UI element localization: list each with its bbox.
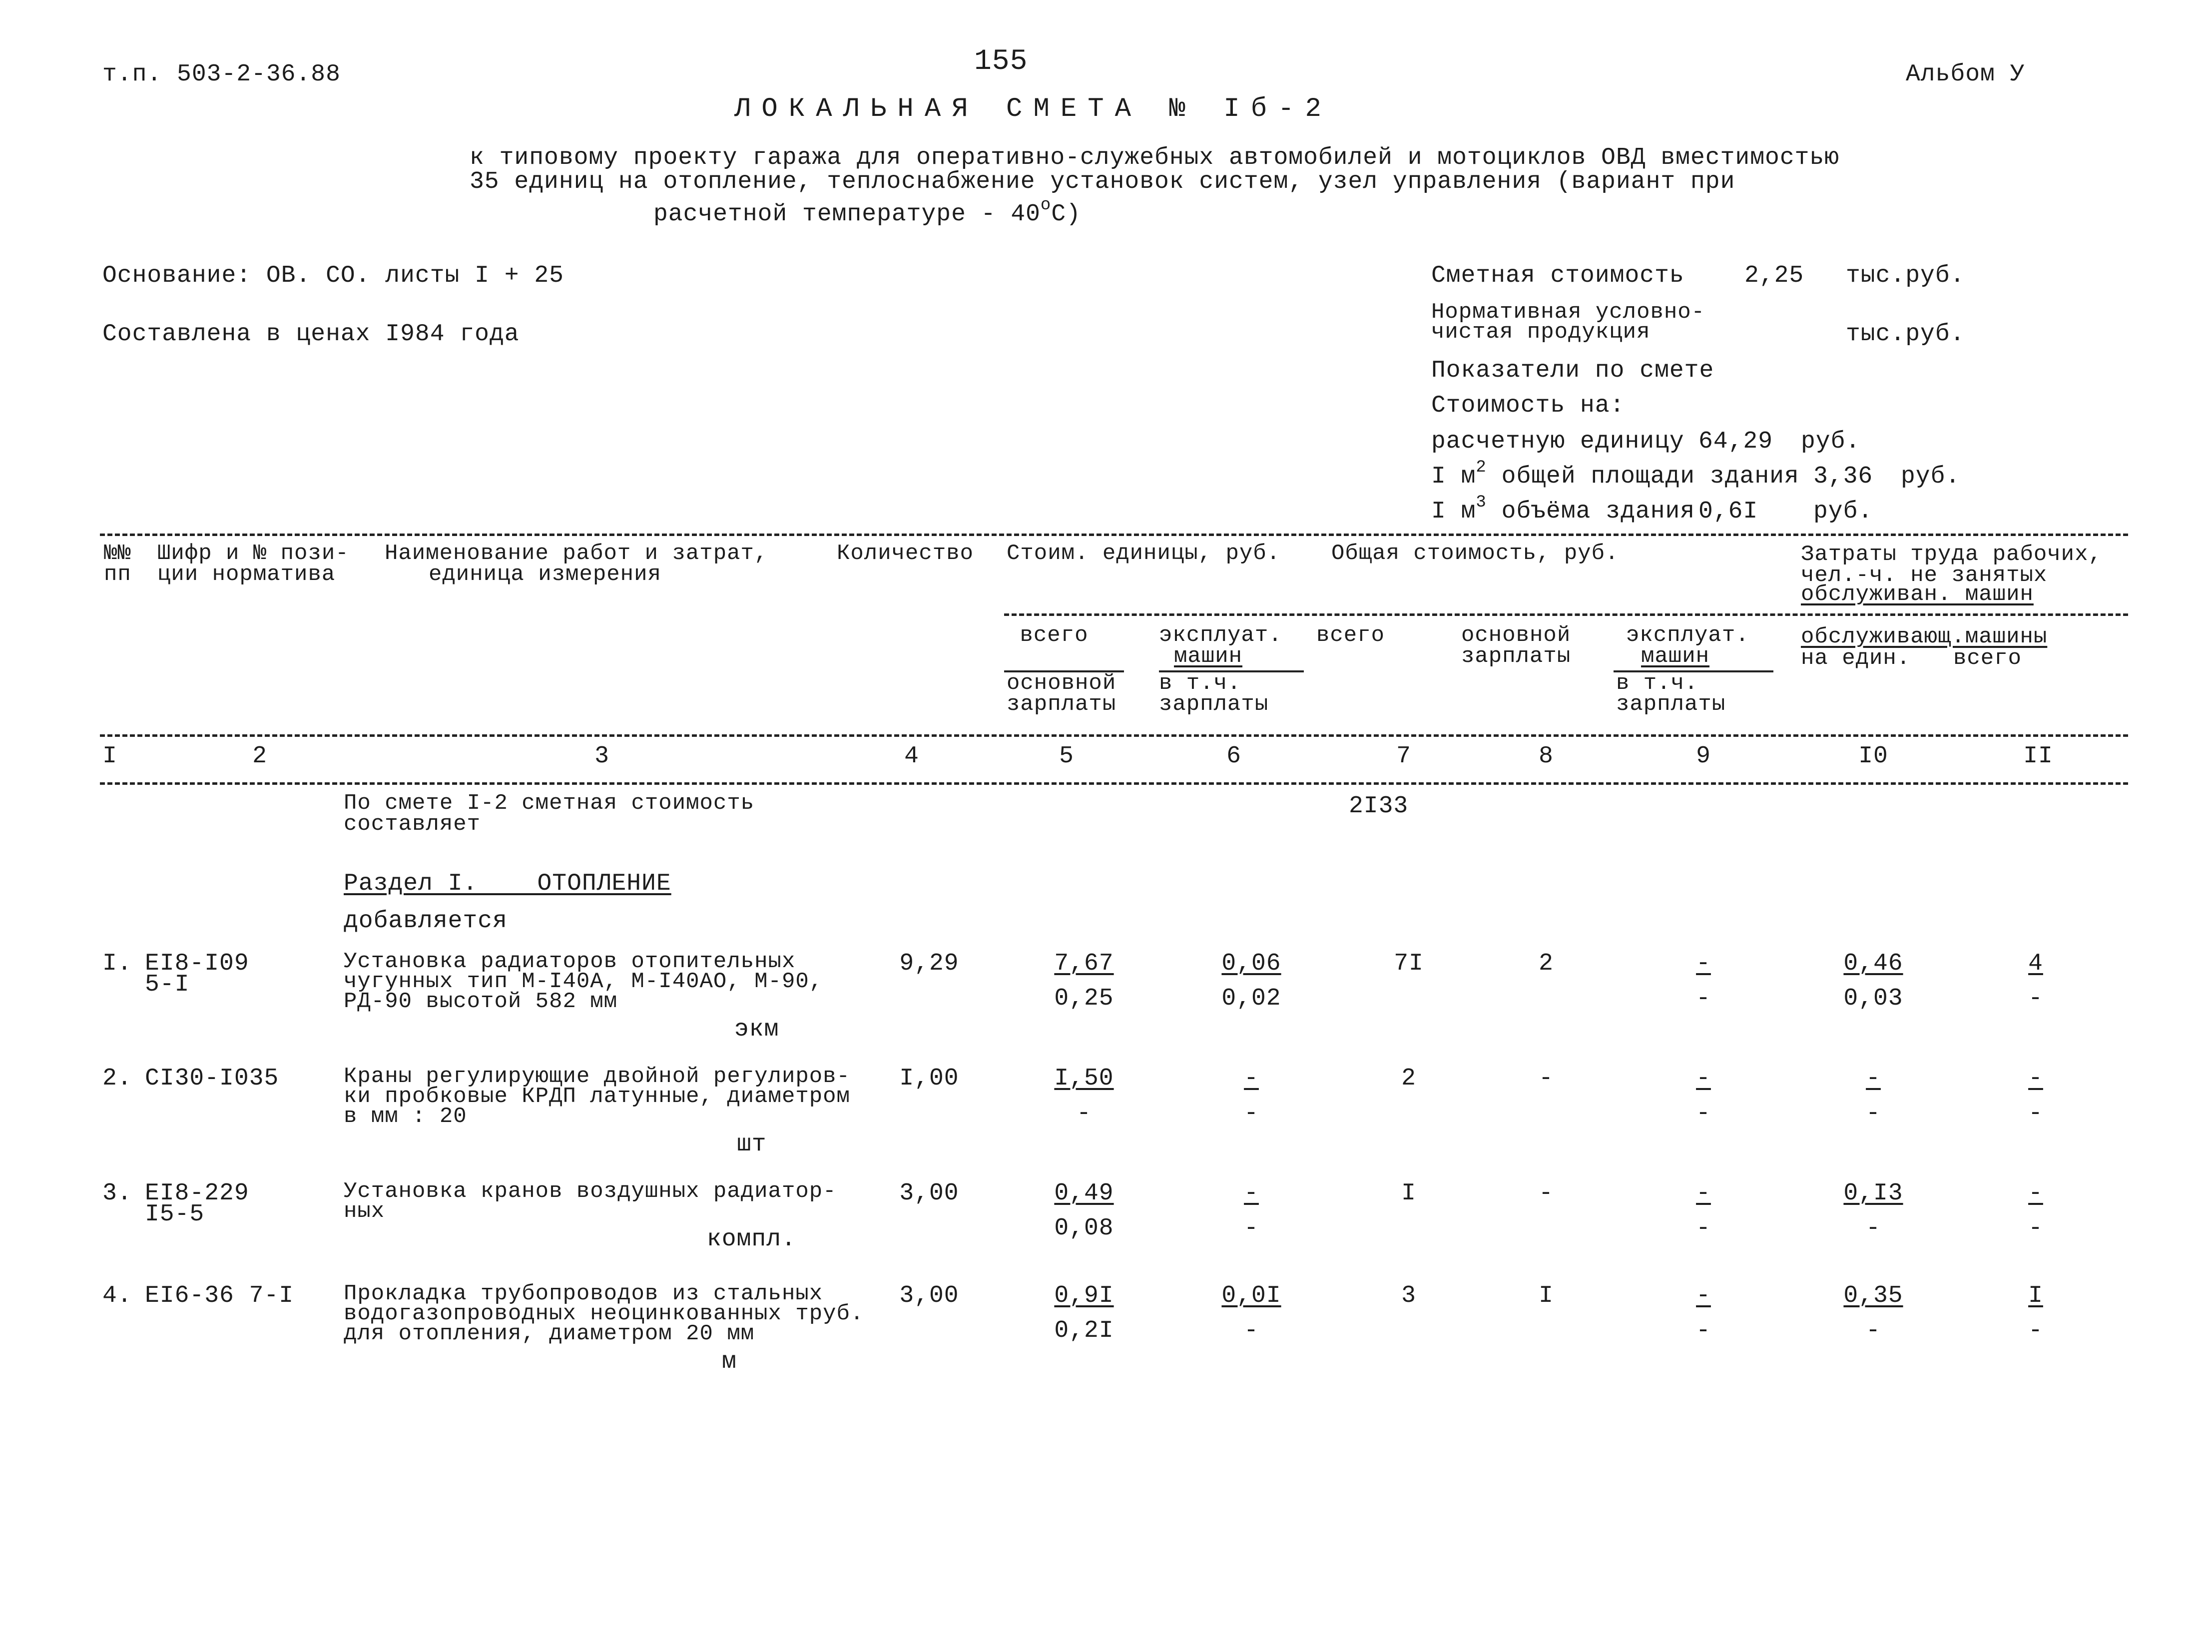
c6-head-top-1: эксплуат.: [1159, 623, 1282, 648]
header-mid-rule: [1004, 613, 2128, 616]
intro-total: 2I33: [1349, 793, 1409, 820]
row-c9-top: -: [1696, 1065, 1711, 1092]
col56-head: Стоим. единицы, руб.: [1007, 541, 1281, 566]
page-number: 155: [974, 45, 1028, 78]
album-label: Альбом У: [1906, 61, 2025, 88]
row-c10-top: 0,I3: [1843, 1180, 1903, 1207]
row-c9-bottom: -: [1696, 1215, 1711, 1242]
per-unit-value: 64,29: [1698, 428, 1773, 455]
row-c10-top: -: [1866, 1065, 1881, 1092]
row-c5-top: 7,67: [1054, 950, 1114, 977]
row-c10-top: 0,35: [1843, 1282, 1903, 1309]
col1011-head-1: Затраты труда рабочих,: [1801, 542, 2102, 567]
row-c6-bottom: -: [1244, 1100, 1259, 1127]
row-c9-top: -: [1696, 950, 1711, 977]
c5-head-top: всего: [1020, 623, 1089, 648]
page-title: ЛОКАЛЬНАЯ СМЕТА № Iб-2: [734, 94, 1332, 124]
row-c5-top: 0,49: [1054, 1180, 1114, 1207]
row-work-name: ных: [344, 1199, 385, 1224]
row-total-all: 2: [1401, 1065, 1416, 1092]
row-total-all: 3: [1401, 1282, 1416, 1309]
col3-head-1: Наименование работ и затрат,: [385, 541, 768, 566]
intro-line-1: По смете I-2 сметная стоимость: [344, 791, 755, 816]
row-c6-top: -: [1244, 1065, 1259, 1092]
row-c11-top: -: [2028, 1065, 2043, 1092]
column-number: 7: [1396, 743, 1411, 770]
row-c11-top: 4: [2028, 950, 2043, 977]
normative-label-2: чистая продукция: [1431, 320, 1651, 345]
c9-head-top-1: эксплуат.: [1626, 623, 1749, 648]
row-c10-top: 0,46: [1843, 950, 1903, 977]
estimate-cost-unit: тыс.руб.: [1846, 262, 1965, 289]
area-value: 3,36: [1813, 463, 1873, 490]
row-c6-top: 0,0I: [1221, 1282, 1281, 1309]
column-number: 8: [1539, 743, 1554, 770]
row-unit: компл.: [707, 1226, 796, 1253]
row-work-name: Установка радиаторов отопительных: [344, 949, 796, 974]
col4-head: Количество: [837, 541, 974, 566]
c8-head-1: основной: [1461, 623, 1571, 648]
doc-code: т.п. 503-2-36.88: [102, 61, 341, 88]
column-number: 3: [594, 743, 609, 770]
c11-head-bot: всего: [1953, 646, 2022, 671]
row-c9-bottom: -: [1696, 1100, 1711, 1127]
row-quantity: 3,00: [899, 1282, 959, 1309]
row-number: 3.: [102, 1180, 132, 1207]
c1011-head-top: обслуживающ.машины: [1801, 624, 2048, 649]
row-work-name: Прокладка трубопроводов из стальных: [344, 1281, 823, 1306]
row-c5-bottom: 0,08: [1054, 1215, 1114, 1242]
volume-value: 0,6I: [1698, 498, 1758, 525]
col3-head-2: единица измерения: [429, 562, 661, 587]
row-quantity: 9,29: [899, 950, 959, 977]
col1-head-1: №№: [104, 541, 131, 566]
row-code-sub: 5-I: [145, 971, 190, 998]
row-c9-bottom: -: [1696, 985, 1711, 1012]
table-top-rule: [100, 534, 2128, 536]
normative-unit: тыс.руб.: [1846, 321, 1965, 348]
row-work-name: водогазопроводных неоцинкованных труб.: [344, 1301, 864, 1326]
estimate-cost-value: 2,25: [1744, 262, 1804, 289]
row-c6-bottom: -: [1244, 1317, 1259, 1344]
c10-head-bot: на един.: [1801, 646, 1911, 671]
c6-head-top-2: машин: [1174, 644, 1243, 669]
header-bottom-rule: [100, 734, 2128, 737]
subtitle-line-2: 35 единиц на отопление, теплоснабжение установок систем, узел управления (вариант при: [470, 168, 1735, 195]
row-c10-bottom: 0,03: [1843, 985, 1903, 1012]
row-total-all: 7I: [1394, 950, 1424, 977]
c6-head-bot-2: зарплаты: [1159, 692, 1269, 717]
row-c6-bottom: -: [1244, 1215, 1259, 1242]
row-code: ЕI8-I09: [145, 950, 249, 977]
row-code: ЕI6-36 7-I: [145, 1282, 294, 1309]
row-unit: шт: [737, 1131, 767, 1158]
column-number: 2: [252, 743, 267, 770]
row-quantity: I,00: [899, 1065, 959, 1092]
row-c9-top: -: [1696, 1180, 1711, 1207]
row-c11-top: -: [2028, 1180, 2043, 1207]
estimate-cost-label: Сметная стоимость: [1431, 262, 1684, 289]
row-work-name: Установка кранов воздушных радиатор-: [344, 1179, 837, 1204]
column-number: II: [2023, 743, 2053, 770]
area-unit: руб.: [1901, 463, 1961, 490]
c5-head-bot-2: зарплаты: [1007, 692, 1116, 717]
row-c6-top: -: [1244, 1180, 1259, 1207]
row-total-all: I: [1401, 1180, 1416, 1207]
column-number: I: [102, 743, 117, 770]
c9-head-bot-2: зарплаты: [1616, 692, 1726, 717]
cost-on-label: Стоимость на:: [1431, 392, 1625, 419]
row-c11-bottom: -: [2028, 1100, 2043, 1127]
row-number: 4.: [102, 1282, 132, 1309]
row-work-name: чугунных тип М-I40А, М-I40АО, М-90,: [344, 969, 823, 994]
row-c5-bottom: 0,25: [1054, 985, 1114, 1012]
row-c6-top: 0,06: [1221, 950, 1281, 977]
row-c10-bottom: -: [1866, 1317, 1881, 1344]
row-c5-bottom: 0,2I: [1054, 1317, 1114, 1344]
col2-head-1: Шифр и № пози-: [157, 541, 349, 566]
c9-head-bot-1: в т.ч.: [1616, 671, 1698, 696]
col1011-head-3: обслуживан. машин: [1801, 582, 2034, 607]
c5-head-bot-1: основной: [1007, 671, 1116, 696]
row-total-wage: 2: [1539, 950, 1554, 977]
row-c5-bottom: -: [1077, 1100, 1092, 1127]
row-c6-bottom: 0,02: [1221, 985, 1281, 1012]
c6-head-bot-1: в т.ч.: [1159, 671, 1241, 696]
column-number: 9: [1696, 743, 1711, 770]
row-c11-bottom: -: [2028, 1317, 2043, 1344]
column-number: I0: [1858, 743, 1888, 770]
column-number: 5: [1059, 743, 1074, 770]
row-work-name: ки пробковые КРДП латунные, диаметром: [344, 1084, 850, 1109]
normative-label-1: Нормативная условно-: [1431, 300, 1705, 325]
subtitle-line-3: расчетной температуре - $40^оС$): [653, 196, 1081, 228]
subtitle-line-1: к типовому проекту гаража для оперативно-служебных автомобилей и мотоциклов ОВД вместимостью: [470, 144, 1840, 171]
row-c5-top: 0,9I: [1054, 1282, 1114, 1309]
row-c5-top: I,50: [1054, 1065, 1114, 1092]
col789-head: Общая стоимость, руб.: [1331, 541, 1619, 566]
c8-head-2: зарплаты: [1461, 644, 1571, 669]
row-unit: м: [722, 1348, 737, 1375]
numbers-bottom-rule: [100, 782, 2128, 785]
section-title: Раздел I. ОТОПЛЕНИЕ: [344, 870, 671, 897]
volume-unit: руб.: [1813, 498, 1873, 525]
section-added: добавляется: [344, 908, 508, 935]
per-unit-label: расчетную единицу: [1431, 428, 1684, 455]
row-c9-top: -: [1696, 1282, 1711, 1309]
row-work-name: для отопления, диаметром 20 мм: [344, 1321, 755, 1346]
row-unit: экм: [734, 1016, 779, 1043]
row-total-wage: -: [1539, 1065, 1554, 1092]
row-code-sub: I5-5: [145, 1201, 205, 1228]
col1011-head-2: чел.-ч. не занятых: [1801, 563, 2048, 588]
row-total-wage: I: [1539, 1282, 1554, 1309]
row-number: 2.: [102, 1065, 132, 1092]
area-indicator: I $м^2$ общей площади здания: [1431, 458, 1799, 490]
row-number: I.: [102, 950, 132, 977]
col1-head-2: пп: [104, 562, 131, 587]
row-work-name: РД-90 высотой 582 мм: [344, 989, 618, 1014]
column-number: 6: [1226, 743, 1241, 770]
row-c10-bottom: -: [1866, 1215, 1881, 1242]
basis-osnovanie: Основание: ОВ. СО. листы I + 25: [102, 262, 564, 289]
row-total-wage: -: [1539, 1180, 1554, 1207]
row-c11-bottom: -: [2028, 985, 2043, 1012]
intro-line-2: составляет: [344, 812, 481, 837]
per-unit-unit: руб.: [1801, 428, 1861, 455]
basis-prices: Составлена в ценах I984 года: [102, 321, 520, 348]
row-c11-top: I: [2028, 1282, 2043, 1309]
row-quantity: 3,00: [899, 1180, 959, 1207]
row-code: СI30-I035: [145, 1065, 279, 1092]
row-c9-bottom: -: [1696, 1317, 1711, 1344]
row-c11-bottom: -: [2028, 1215, 2043, 1242]
c9-head-top-2: машин: [1641, 644, 1710, 669]
volume-indicator: I $м^3$ объёма здания: [1431, 493, 1695, 525]
row-c10-bottom: -: [1866, 1100, 1881, 1127]
c7-head: всего: [1316, 623, 1385, 648]
indicators-label: Показатели по смете: [1431, 357, 1714, 384]
row-work-name: Краны регулирующие двойной регулиров-: [344, 1064, 850, 1089]
column-number: 4: [904, 743, 919, 770]
row-work-name: в мм : 20: [344, 1104, 467, 1129]
row-code: ЕI8-229: [145, 1180, 249, 1207]
col2-head-2: ции норматива: [157, 562, 336, 587]
